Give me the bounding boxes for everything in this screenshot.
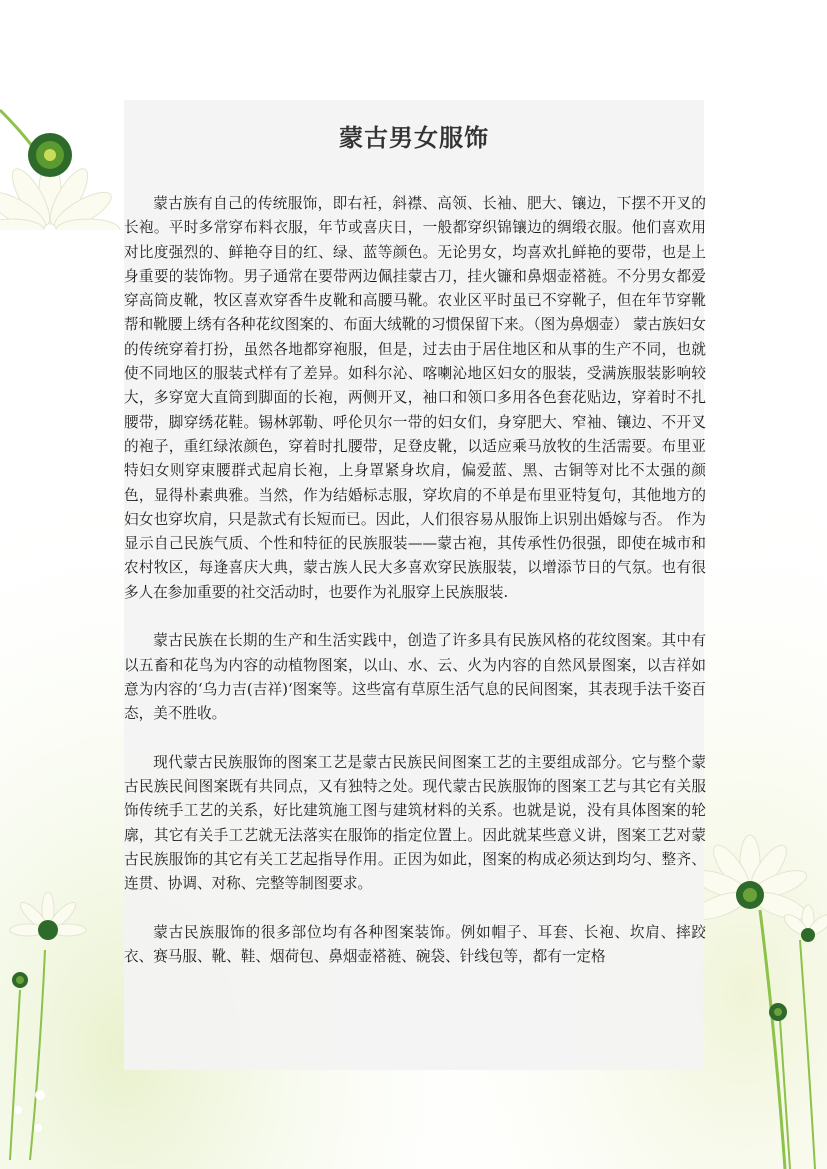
paragraph-4: 蒙古民族服饰的很多部位均有各种图案装饰。例如帽子、耳套、长袍、坎肩、摔跤衣、赛马服、靴、鞋、烟荷包、鼻烟壶褡裢、碗袋、针线包等，都有一定格 (124, 923, 706, 966)
daisy-flowers-bottom-left-icon (0, 860, 140, 1169)
article-body (124, 192, 706, 994)
daisy-flowers-bottom-right-icon (690, 830, 827, 1169)
paragraph-3: 现代蒙古民族服饰的图案工艺是蒙古民族民间图案工艺的主要组成部分。它与整个蒙古民族民间图案既有共同点，又有独特之处。现代蒙古民族服饰的图案工艺与其它有关服饰传统手工艺的关系，好比建筑施工图与建筑材料的关系。也就是说，没有具体图案的轮廓，其它有关手工艺就无法落实在服饰的指定位置上。因此就某些意义讲，图案工艺对蒙古民族服饰的其它有关工艺起指导作用。正因为如此，图案的构成必须达到均匀、整齐、连贯、协调、对称、完整等制图要求。 (124, 753, 706, 893)
paragraph-1: 蒙古族有自己的传统服饰，即右衽，斜襟、高领、长袖、肥大、镶边，下摆不开叉的长袍。平时多常穿布料衣服，年节或喜庆日，一般都穿织锦镶边的绸缎衣服。他们喜欢用对比度强烈的、鲜艳夺目的红、绿、蓝等颜色。无论男女，均喜欢扎鲜艳的要带，也是上身重要的装饰物。男子通常在要带两边佩挂蒙古刀，挂火镰和鼻烟壶褡裢。不分男女都爱穿高筒皮靴，牧区喜欢穿香牛皮靴和高腰马靴。农业区平时虽已不穿靴子，但在年节穿靴帮和靴腰上绣有各种花纹图案的、布面大绒靴的习惯保留下来。（图为鼻烟壶） 蒙古族妇女的传统穿着打扮，虽然各地都穿袍服，但是，过去由于居住地区和从事的生产不同，也就使不同地区的服装式样有了差异。如科尔沁、喀喇沁地区妇女的服装，受满族服装影响较大，多穿宽大直筒到脚面的长袍，两侧开叉，袖口和领口多用各色套花贴边，穿着时不扎腰带，脚穿绣花鞋。锡林郭勒、呼伦贝尔一带的妇女们，身穿肥大、窄袖、镶边、不开叉的袍子，重红绿浓颜色，穿着时扎腰带，足登皮靴，以适应乘马放牧的生活需要。布里亚特妇女则穿束腰群式起肩长袍，上身罩紧身坎肩，偏爱蓝、黑、古铜等对比不太强的颜色，显得朴素典雅。当然，作为结婚标志服，穿坎肩的不单是布里亚特复句，其他地方的妇女也穿坎肩，只是款式有长短而已。因此，人们很容易从服饰上识别出婚嫁与否。 作为显示自己民族气质、个性和特征的民族服装——蒙古袍，其传承性仍很强，即使在城市和农村牧区，每逢喜庆大典，蒙古族人民大多喜欢穿民族服装，以增添节日的气氛。也有很多人在参加重要的社交活动时，也要作为礼服穿上民族服装. (124, 195, 706, 601)
paragraph-2: 蒙古民族在长期的生产和生活实践中，创造了许多具有民族风格的花纹图案。其中有以五畜和花鸟为内容的动植物图案，以山、水、云、火为内容的自然风景图案，以吉祥如意为内容的‘乌力吉(吉祥)‘图案等。这些富有草原生活气息的民间图案，其表现手法千姿百态，美不胜收。 (124, 632, 706, 723)
page-title: 蒙古男女服饰 (339, 124, 489, 152)
